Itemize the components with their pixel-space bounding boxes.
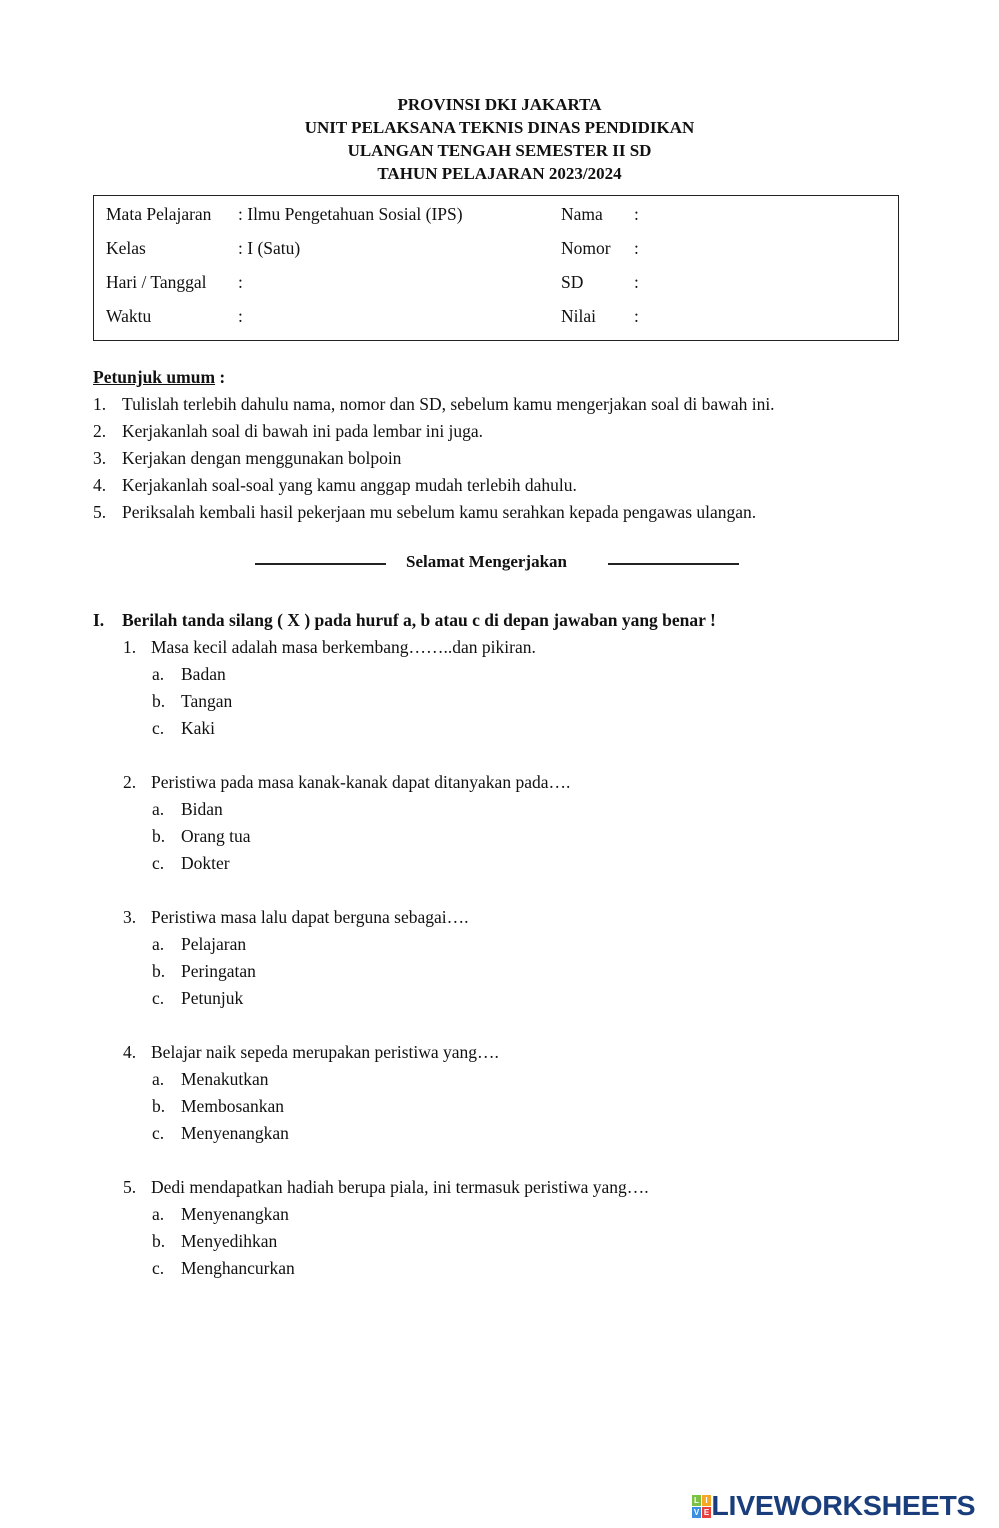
- info-value: :: [238, 306, 243, 326]
- section-multiple-choice: [93, 607, 973, 1309]
- document-header: [0, 93, 999, 185]
- instruction-text: Periksalah kembali hasil pekerjaan mu sebelum kamu serahkan kepada pengawas ulangan.: [122, 502, 757, 522]
- info-value: :: [238, 272, 243, 292]
- logo-wordmark: LIVEWORKSHEETS: [711, 1490, 976, 1521]
- info-label: Hari / Tanggal: [106, 272, 207, 292]
- option-text: Dokter: [181, 853, 230, 873]
- info-label: SD: [561, 272, 584, 292]
- info-value: :: [634, 204, 639, 224]
- answer-option: [151, 1228, 973, 1255]
- header-line: PROVINSI DKI JAKARTA: [397, 95, 602, 114]
- logo-cube-letter: L: [692, 1495, 701, 1506]
- option-letter: b.: [152, 826, 166, 846]
- instructions-colon: :: [215, 367, 226, 387]
- instruction-text: Kerjakanlah soal di bawah ini pada lembar ini juga.: [122, 421, 484, 441]
- option-text: Pelajaran: [181, 934, 247, 954]
- info-label: Nilai: [561, 306, 596, 326]
- option-letter: b.: [152, 1231, 166, 1251]
- answer-option: [151, 1120, 973, 1147]
- answer-option: [151, 850, 973, 877]
- answer-option: [151, 688, 973, 715]
- info-label: Mata Pelajaran: [106, 204, 212, 224]
- divider-line: [255, 563, 386, 565]
- question-number: 3.: [123, 907, 137, 927]
- header-line: ULANGAN TENGAH SEMESTER II SD: [347, 141, 652, 160]
- instructions-title-text: Petunjuk umum: [93, 367, 216, 387]
- answer-option: [151, 823, 973, 850]
- answer-option: [151, 1093, 973, 1120]
- answer-option: [151, 1201, 973, 1228]
- option-text: Menyedihkan: [181, 1231, 278, 1251]
- question-item: [93, 1174, 973, 1282]
- option-letter: a.: [152, 934, 165, 954]
- option-letter: c.: [152, 718, 165, 738]
- greeting-text: Selamat Mengerjakan: [406, 552, 568, 571]
- section-title: Berilah tanda silang ( X ) pada huruf a, b atau c di depan jawaban yang benar !: [122, 610, 716, 630]
- info-row: [106, 238, 896, 262]
- section-number: I.: [93, 610, 105, 630]
- info-row: [106, 306, 896, 330]
- instruction-number: 4.: [93, 475, 107, 495]
- option-letter: b.: [152, 691, 166, 711]
- option-letter: b.: [152, 961, 166, 981]
- instruction-text: Tulislah terlebih dahulu nama, nomor dan SD, sebelum kamu mengerjakan soal di bawah ini.: [122, 394, 775, 414]
- instructions-title: [93, 364, 913, 391]
- option-text: Badan: [181, 664, 226, 684]
- option-text: Orang tua: [181, 826, 251, 846]
- option-text: Menghancurkan: [181, 1258, 295, 1278]
- option-text: Tangan: [181, 691, 233, 711]
- instruction-number: 3.: [93, 448, 107, 468]
- info-label: Nama: [561, 204, 603, 224]
- info-value: :: [634, 272, 639, 292]
- instruction-number: 5.: [93, 502, 107, 522]
- instruction-item: [93, 445, 913, 472]
- question-text: Dedi mendapatkan hadiah berupa piala, ini termasuk peristiwa yang….: [151, 1177, 649, 1197]
- instruction-item: [93, 418, 913, 445]
- liveworksheets-logo: [692, 1490, 976, 1521]
- question-text: Peristiwa masa lalu dapat berguna sebagai….: [151, 907, 469, 927]
- header-line: UNIT PELAKSANA TEKNIS DINAS PENDIDIKAN: [304, 118, 695, 137]
- logo-cube-letter: I: [702, 1495, 711, 1506]
- info-row: [106, 204, 896, 228]
- option-text: Petunjuk: [181, 988, 244, 1008]
- question-number: 4.: [123, 1042, 137, 1062]
- option-letter: b.: [152, 1096, 166, 1116]
- info-value: : I (Satu): [238, 238, 301, 258]
- question-number: 5.: [123, 1177, 137, 1197]
- info-label: Nomor: [561, 238, 611, 258]
- question-item: [93, 769, 973, 877]
- info-row: [106, 272, 896, 296]
- option-letter: a.: [152, 1069, 165, 1089]
- option-letter: a.: [152, 1204, 165, 1224]
- instruction-text: Kerjakan dengan menggunakan bolpoin: [122, 448, 402, 468]
- instruction-number: 2.: [93, 421, 107, 441]
- question-text: Belajar naik sepeda merupakan peristiwa yang….: [151, 1042, 499, 1062]
- section-heading: [93, 607, 973, 634]
- option-text: Peringatan: [181, 961, 256, 981]
- info-value: : Ilmu Pengetahuan Sosial (IPS): [238, 204, 463, 224]
- answer-option: [151, 715, 973, 742]
- question-text: Peristiwa pada masa kanak-kanak dapat ditanyakan pada….: [151, 772, 571, 792]
- instruction-number: 1.: [93, 394, 107, 414]
- info-label: Waktu: [106, 306, 152, 326]
- option-letter: c.: [152, 988, 165, 1008]
- question-number: 2.: [123, 772, 137, 792]
- option-text: Bidan: [181, 799, 223, 819]
- student-info-box: [93, 195, 899, 341]
- question-item: [93, 904, 973, 1012]
- option-text: Menyenangkan: [181, 1123, 289, 1143]
- option-letter: a.: [152, 664, 165, 684]
- question-number: 1.: [123, 637, 137, 657]
- answer-option: [151, 1066, 973, 1093]
- option-letter: a.: [152, 799, 165, 819]
- option-letter: c.: [152, 1123, 165, 1143]
- answer-option: [151, 796, 973, 823]
- header-line: TAHUN PELAJARAN 2023/2024: [377, 164, 622, 183]
- answer-option: [151, 931, 973, 958]
- logo-cube-icon: [692, 1495, 711, 1518]
- option-text: Menyenangkan: [181, 1204, 289, 1224]
- question-item: [93, 634, 973, 742]
- instructions: [93, 364, 913, 526]
- logo-cube-letter: E: [703, 1507, 710, 1517]
- logo-cube-letter: V: [693, 1507, 700, 1517]
- info-label: Kelas: [106, 238, 146, 258]
- answer-option: [151, 958, 973, 985]
- instruction-item: [93, 499, 913, 526]
- instruction-item: [93, 472, 913, 499]
- option-text: Membosankan: [181, 1096, 285, 1116]
- option-text: Kaki: [181, 718, 216, 738]
- option-letter: c.: [152, 853, 165, 873]
- question-text: Masa kecil adalah masa berkembang……..dan pikiran.: [151, 637, 536, 657]
- question-item: [93, 1039, 973, 1147]
- info-value: :: [634, 238, 639, 258]
- greeting-divider: [0, 552, 999, 576]
- info-value: :: [634, 306, 639, 326]
- answer-option: [151, 985, 973, 1012]
- answer-option: [151, 661, 973, 688]
- instruction-text: Kerjakanlah soal-soal yang kamu anggap mudah terlebih dahulu.: [122, 475, 577, 495]
- option-letter: c.: [152, 1258, 165, 1278]
- option-text: Menakutkan: [181, 1069, 269, 1089]
- answer-option: [151, 1255, 973, 1282]
- instruction-item: [93, 391, 913, 418]
- divider-line: [608, 563, 739, 565]
